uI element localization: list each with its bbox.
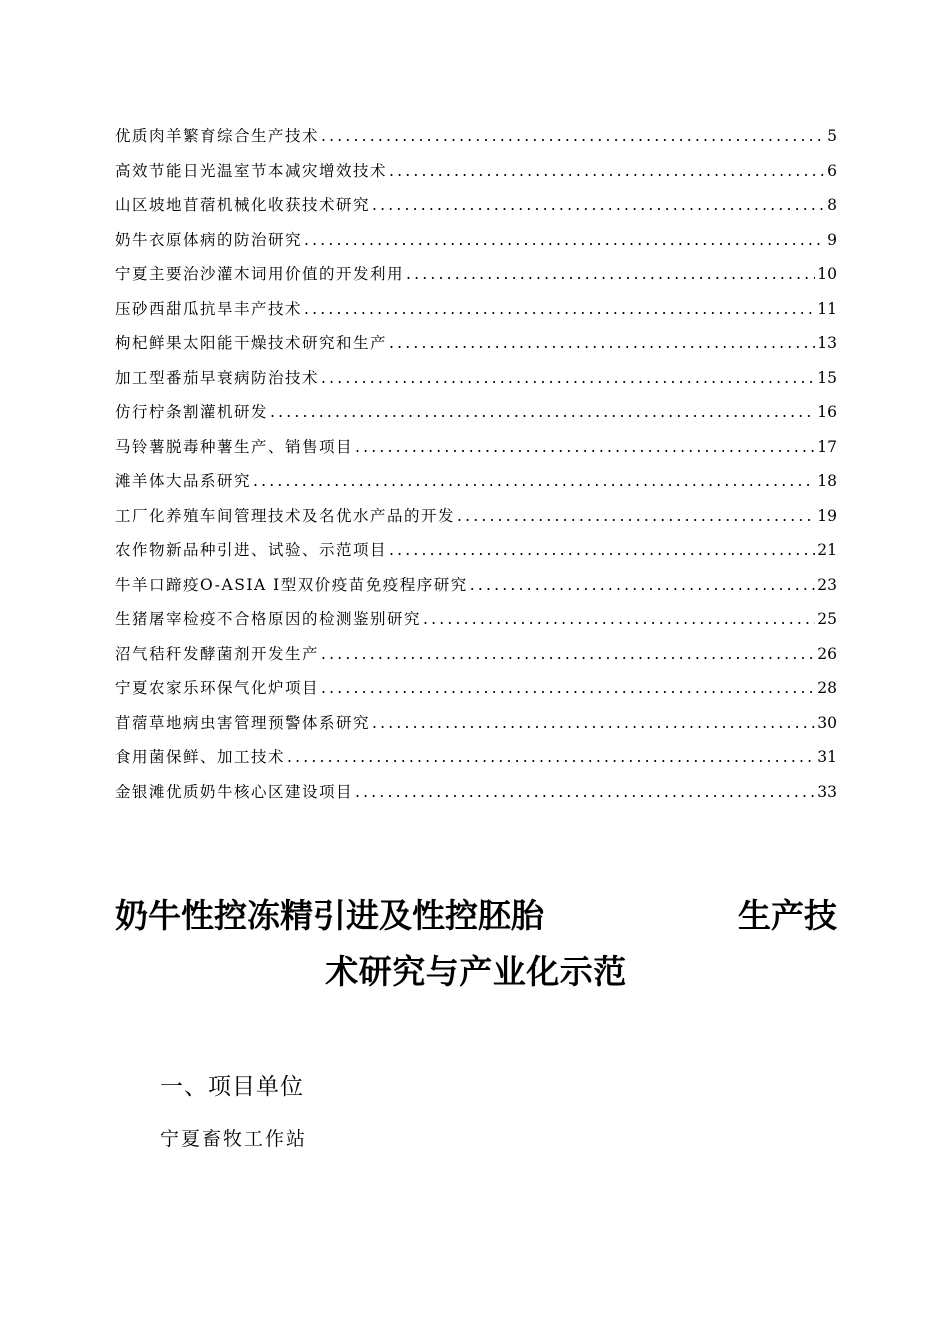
section-body: 宁夏畜牧工作站: [160, 1128, 308, 1150]
toc-entry-title: 马铃薯脱毒种薯生产、销售项目: [115, 437, 354, 456]
toc-dot-leader: [355, 783, 815, 801]
toc-entry-title: 苜蓿草地病虫害管理预警体系研究: [115, 713, 371, 732]
toc-entry-title: 工厂化养殖车间管理技术及名优水产品的开发: [115, 506, 456, 525]
toc-dot-leader: [270, 403, 815, 421]
toc-entry[interactable]: [115, 745, 837, 780]
toc-entry-page-number: 18: [817, 472, 837, 490]
toc-dot-leader: [389, 541, 815, 559]
toc-entry-page-number: 23: [817, 575, 837, 594]
toc-entry-page-number: 16: [817, 403, 837, 421]
toc-entry-title: 滩羊体大品系研究: [115, 472, 252, 490]
section-heading: 一、项目单位: [160, 1074, 304, 1100]
toc-entry-page-number: 19: [817, 506, 837, 525]
toc-entry[interactable]: [115, 469, 837, 504]
toc-dot-leader: [372, 714, 815, 732]
toc-entry-page-number: 11: [817, 299, 837, 318]
toc-entry-title: 宁夏农家乐环保气化炉项目: [115, 679, 320, 697]
toc-dot-leader: [372, 196, 825, 214]
toc-entry-title: 食用菌保鲜、加工技术: [115, 748, 286, 766]
toc-entry[interactable]: [115, 331, 837, 366]
toc-entry-page-number: 13: [817, 334, 837, 352]
toc-entry-title: 加工型番茄早衰病防治技术: [115, 368, 320, 387]
toc-entry[interactable]: [115, 780, 837, 815]
toc-entry[interactable]: [115, 642, 837, 677]
main-title: [115, 888, 837, 1000]
toc-entry-page-number: 30: [817, 713, 837, 732]
toc-dot-leader: [389, 162, 825, 180]
toc-entry-title: 压砂西甜瓜抗旱丰产技术: [115, 299, 303, 318]
main-title-line-2: 术研究与产业化示范: [325, 952, 627, 991]
toc-entry[interactable]: [115, 504, 837, 539]
toc-entry-title: 优质肉羊繁育综合生产技术: [115, 127, 320, 145]
toc-dot-leader: [321, 369, 815, 387]
toc-entry[interactable]: [115, 262, 837, 297]
table-of-contents: [115, 124, 837, 814]
main-title-line-1-left: 奶牛性控冻精引进及性控胚胎: [115, 896, 544, 935]
toc-entry-page-number: 31: [817, 748, 837, 766]
main-title-line-1: [115, 888, 837, 944]
toc-entry[interactable]: [115, 538, 837, 573]
toc-entry-page-number: 26: [817, 644, 837, 663]
toc-dot-leader: [321, 645, 815, 663]
toc-dot-leader: [355, 438, 815, 456]
toc-dot-leader: [321, 679, 815, 697]
toc-entry[interactable]: [115, 676, 837, 711]
toc-entry-title: 生猪屠宰检疫不合格原因的检测鉴别研究: [115, 610, 422, 628]
toc-dot-leader: [470, 576, 816, 594]
toc-entry-title: 金银滩优质奶牛核心区建设项目: [115, 782, 354, 801]
toc-dot-leader: [321, 127, 825, 145]
toc-dot-leader: [389, 334, 815, 352]
toc-dot-leader: [423, 610, 815, 628]
toc-dot-leader: [304, 231, 825, 249]
toc-entry[interactable]: [115, 435, 837, 470]
toc-entry-title: 山区坡地苜蓿机械化收获技术研究: [115, 196, 371, 214]
toc-entry-title: 仿行柠条割灌机研发: [115, 403, 269, 421]
main-title-line-1-right: 生产技: [738, 896, 837, 935]
toc-dot-leader: [457, 507, 815, 525]
toc-entry-page-number: 33: [817, 782, 837, 801]
toc-entry-title: 沼气秸秆发酵菌剂开发生产: [115, 644, 320, 663]
toc-entry-title: 农作物新品种引进、试验、示范项目: [115, 541, 388, 559]
toc-entry-title: 牛羊口蹄疫O-ASIA I型双价疫苗免疫程序研究: [115, 575, 468, 594]
toc-entry-page-number: 25: [817, 610, 837, 628]
toc-entry[interactable]: [115, 297, 837, 332]
toc-entry[interactable]: [115, 711, 837, 746]
toc-entry-page-number: 5: [827, 127, 837, 145]
toc-dot-leader: [253, 472, 815, 490]
toc-entry[interactable]: [115, 193, 837, 228]
toc-entry-page-number: 6: [827, 161, 837, 180]
toc-entry[interactable]: [115, 124, 837, 159]
toc-entry[interactable]: [115, 159, 837, 194]
toc-entry-page-number: 21: [817, 541, 837, 559]
toc-entry-page-number: 10: [817, 265, 837, 283]
toc-entry[interactable]: [115, 366, 837, 401]
toc-entry-page-number: 9: [827, 230, 837, 249]
toc-entry[interactable]: [115, 228, 837, 263]
toc-entry-title: 高效节能日光温室节本减灾增效技术: [115, 161, 388, 180]
toc-entry[interactable]: [115, 607, 837, 642]
toc-entry-page-number: 15: [817, 368, 837, 387]
toc-dot-leader: [406, 265, 815, 283]
toc-entry[interactable]: [115, 400, 837, 435]
toc-dot-leader: [287, 748, 815, 766]
toc-entry-title: 宁夏主要治沙灌木词用价值的开发利用: [115, 265, 405, 283]
toc-entry-page-number: 17: [817, 437, 837, 456]
toc-entry-title: 奶牛衣原体病的防治研究: [115, 230, 303, 249]
toc-entry-title: 枸杞鲜果太阳能干燥技术研究和生产: [115, 334, 388, 352]
toc-entry-page-number: 28: [817, 679, 837, 697]
toc-dot-leader: [304, 300, 815, 318]
toc-entry-page-number: 8: [827, 196, 837, 214]
toc-entry[interactable]: [115, 573, 837, 608]
